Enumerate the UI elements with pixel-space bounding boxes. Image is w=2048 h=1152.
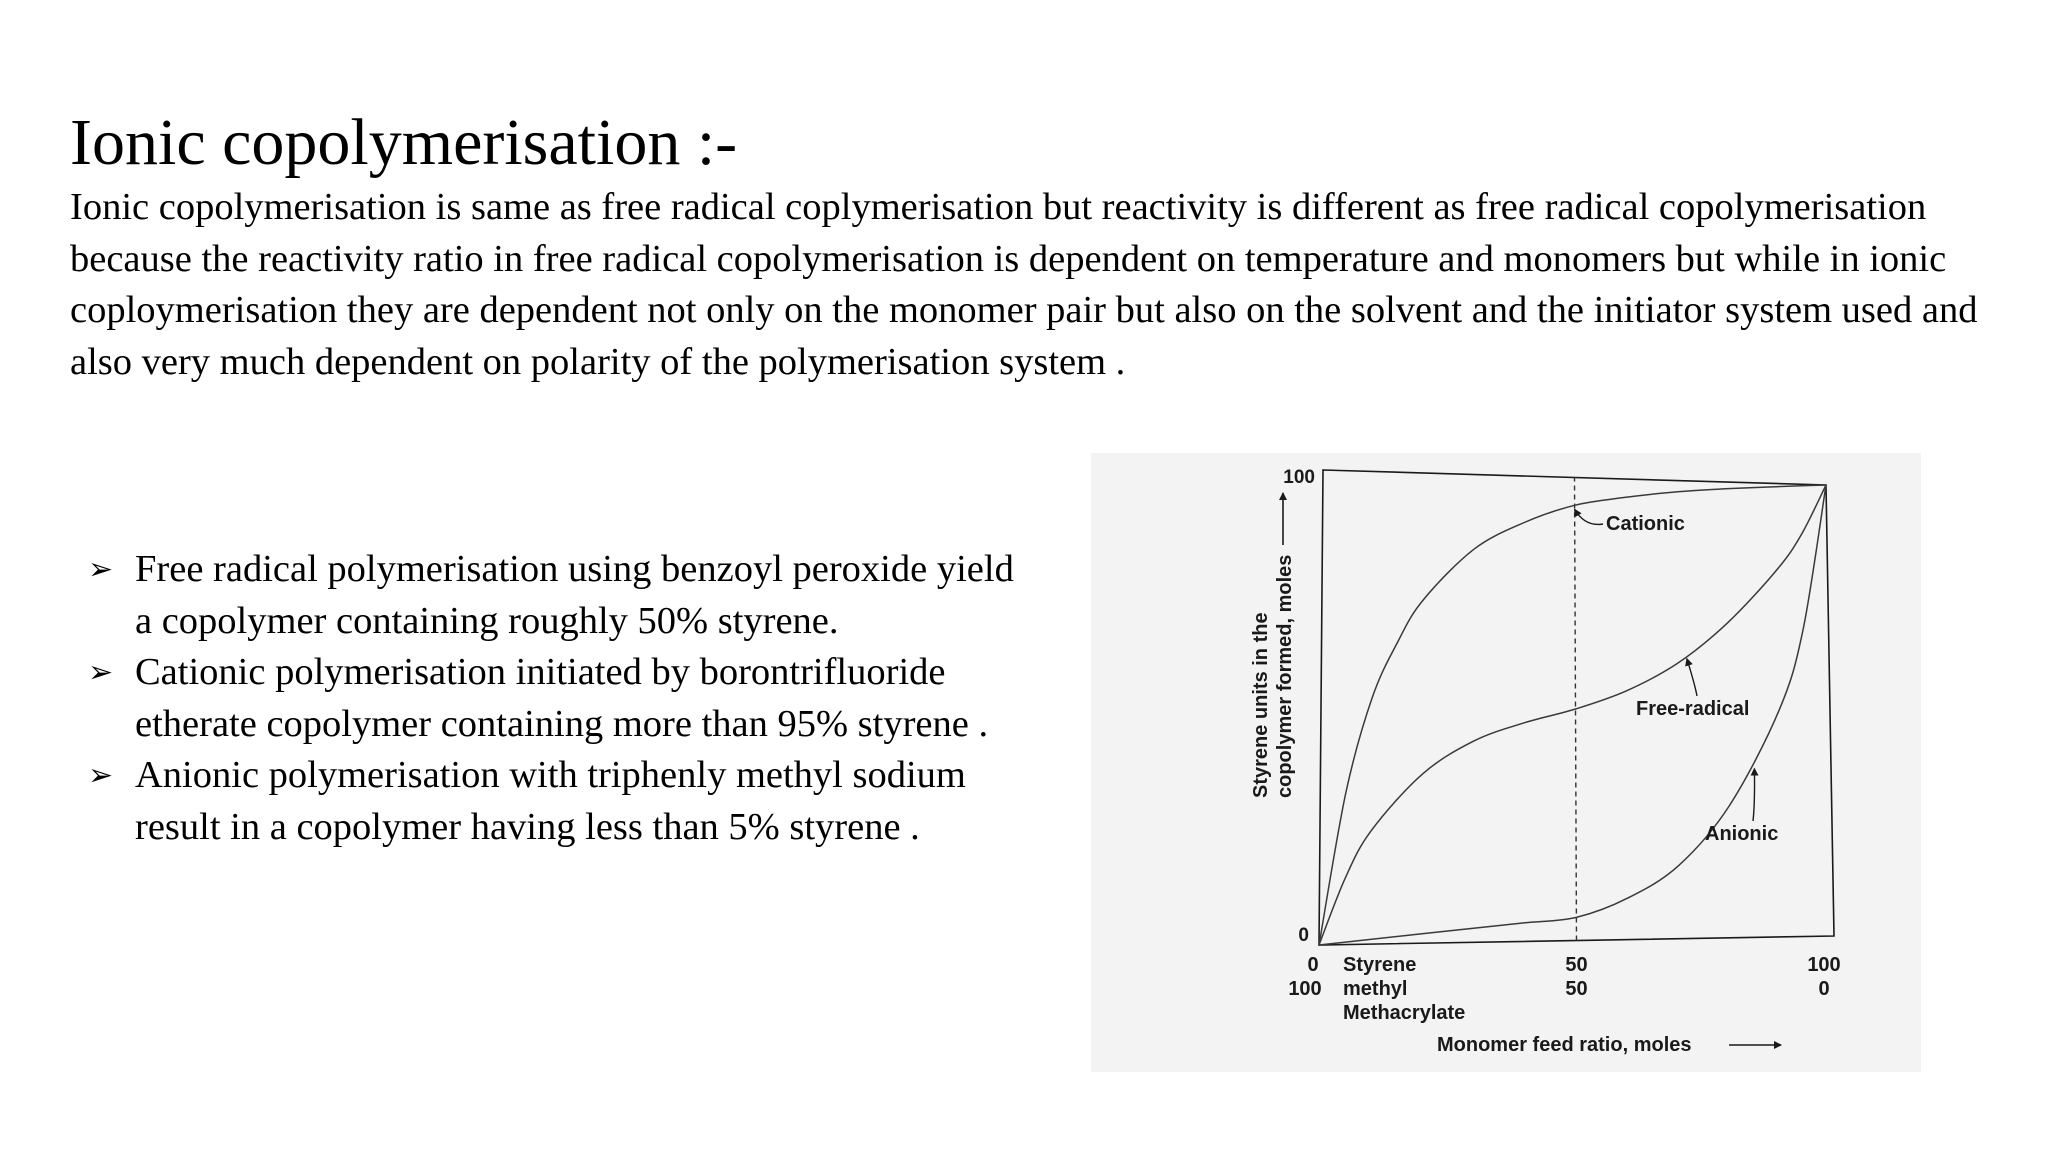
annotation-pointer-free-radical <box>1687 659 1697 696</box>
arrow-bullet-icon: ➢ <box>88 758 114 793</box>
x-tick-label-top: 0 <box>1307 954 1319 976</box>
y-tick-label: 100 <box>1283 467 1315 488</box>
y-axis-label <box>1250 555 1296 798</box>
y-tick-label: 0 <box>1298 925 1309 946</box>
annotation-pointer-anionic <box>1753 769 1755 821</box>
y-axis-label-line1: Styrene units in the <box>1250 612 1272 798</box>
bullet-text: Free radical polymerisation using benzoyl peroxide yield a copolymer containing roughly 50% styrene. <box>135 548 1014 642</box>
series-line-anionic <box>1319 485 1826 945</box>
x-tick-label-bottom: 0 <box>1818 978 1830 1000</box>
series-line-free-radical <box>1319 485 1826 945</box>
copolymer-composition-figure <box>1091 453 1921 1072</box>
intro-paragraph: Ionic copolymerisation is same as free radical coplymerisation but reactivity is different as free radical copolymerisation because the reactivity ratio in free radical copolymerisation is dependent on temperature and monomers but while in ionic coploymerisation they are dependent not only on the monomer pair but also on the solvent and the initiator system used and also very much dependent on polarity of the polymerisation system . <box>70 186 1978 383</box>
slide-title: Ionic copolymerisation :- <box>70 106 738 179</box>
plot-frame <box>1319 470 1834 945</box>
x-tick-label-bottom: 50 <box>1565 978 1588 1000</box>
x-axis-name-methyl: methyl <box>1343 978 1408 1000</box>
annotation-anionic: Anionic <box>1705 823 1779 845</box>
plot-series <box>1319 485 1826 945</box>
series-line-cationic <box>1319 485 1826 945</box>
x-tick-label-top: 100 <box>1807 954 1841 976</box>
bullet-item-free-radical <box>88 544 1018 647</box>
arrow-bullet-icon: ➢ <box>88 552 114 587</box>
annotation-pointer-cationic <box>1575 509 1603 524</box>
plot-labels <box>1250 467 1841 1056</box>
annotation-cationic: Cationic <box>1606 513 1685 535</box>
x-axis-label: Monomer feed ratio, moles <box>1437 1034 1692 1056</box>
arrow-bullet-icon: ➢ <box>88 655 114 690</box>
annotation-free-radical: Free-radical <box>1636 698 1750 720</box>
x-tick-label-top: 50 <box>1565 954 1588 976</box>
y-axis-label-line2: copolymer formed, moles <box>1274 554 1296 798</box>
x-tick-label-bottom: 100 <box>1288 978 1322 1000</box>
x-axis-name-styrene: Styrene <box>1343 954 1417 976</box>
bullet-list <box>88 544 1018 853</box>
copolymer-chart <box>1091 453 1921 1072</box>
x-axis-name-methacrylate: Methacrylate <box>1343 1002 1466 1024</box>
bullet-text: Anionic polymerisation with triphenly methyl sodium result in a copolymer having less than 5% styrene . <box>135 754 966 848</box>
bullet-text: Cationic polymerisation initiated by borontrifluoride etherate copolymer containing more than 95% styrene . <box>135 651 989 745</box>
bullet-item-cationic <box>88 647 1018 750</box>
bullet-item-anionic <box>88 750 1018 853</box>
